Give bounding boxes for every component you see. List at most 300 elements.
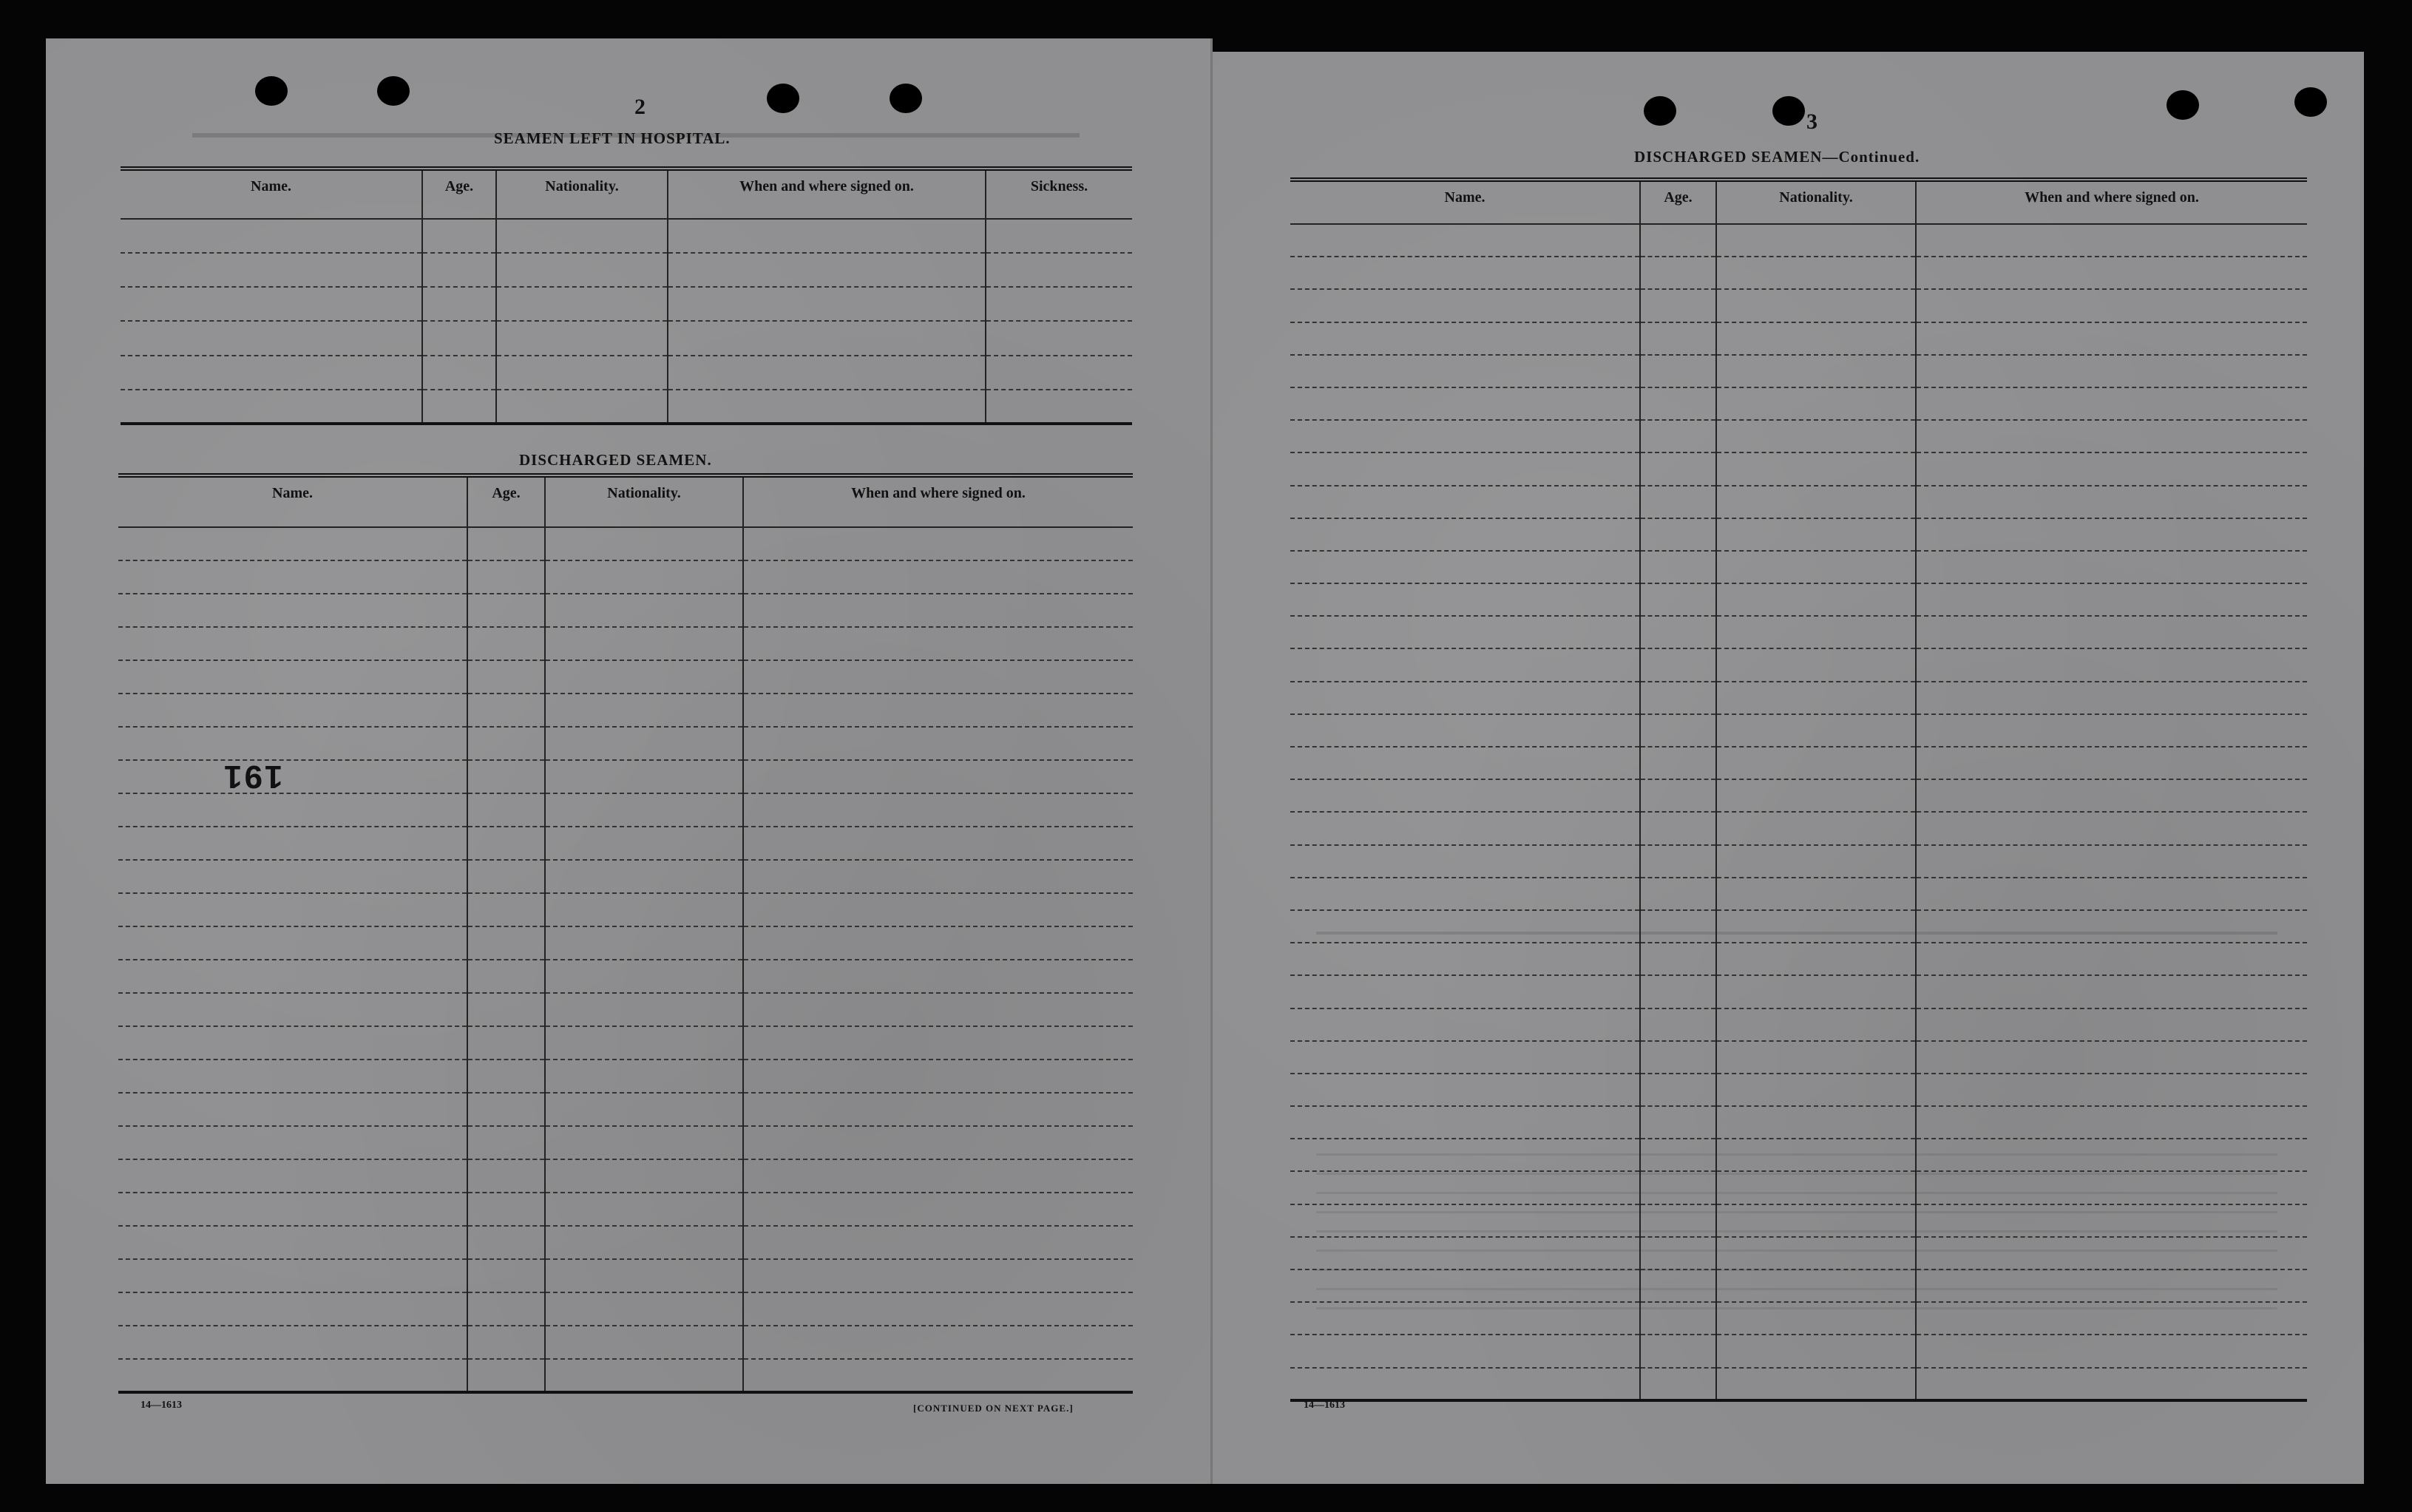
table-cell xyxy=(467,694,545,727)
column-header-age: Age. xyxy=(1640,180,1716,224)
table-row xyxy=(118,1292,1133,1326)
table-cell xyxy=(1716,583,1916,616)
table-cell xyxy=(467,1093,545,1126)
table-cell xyxy=(1640,355,1716,387)
table-cell xyxy=(1916,420,2307,452)
table-cell xyxy=(1716,845,1916,878)
table-cell xyxy=(1290,1302,1640,1335)
punch-hole xyxy=(2294,87,2327,117)
table-row xyxy=(1290,518,2307,551)
table-cell xyxy=(1640,224,1716,257)
table-cell xyxy=(743,960,1133,993)
table-cell xyxy=(1290,682,1640,714)
discharged-rows-left xyxy=(118,527,1133,1392)
punch-hole xyxy=(255,76,288,106)
table-cell xyxy=(986,287,1132,321)
table-row xyxy=(118,1359,1133,1392)
table-cell xyxy=(1916,486,2307,518)
table-cell xyxy=(121,219,422,253)
table-cell xyxy=(118,960,467,993)
table-cell xyxy=(545,594,743,627)
punch-hole xyxy=(890,84,922,113)
table-cell xyxy=(467,1259,545,1292)
table-cell xyxy=(1640,1139,1716,1171)
continued-note: [CONTINUED ON NEXT PAGE.] xyxy=(913,1403,1074,1414)
column-header-name: Name. xyxy=(1290,180,1640,224)
table-row xyxy=(118,860,1133,893)
table-cell xyxy=(545,560,743,594)
table-cell xyxy=(1290,1074,1640,1106)
table-row xyxy=(1290,486,2307,518)
table-cell xyxy=(743,1193,1133,1226)
table-cell xyxy=(743,1226,1133,1259)
table-cell xyxy=(1640,1204,1716,1237)
table-cell xyxy=(1916,518,2307,551)
page-number: 3 xyxy=(1806,109,1818,134)
table-row xyxy=(118,1259,1133,1292)
table-row xyxy=(121,253,1132,287)
table-cell xyxy=(1640,387,1716,420)
table-cell xyxy=(121,253,422,287)
table-cell xyxy=(986,253,1132,287)
table-cell xyxy=(118,1226,467,1259)
table-cell xyxy=(1290,551,1640,583)
table-cell xyxy=(545,827,743,860)
table-cell xyxy=(743,760,1133,793)
table-cell xyxy=(118,1159,467,1193)
table-cell xyxy=(1716,1302,1916,1335)
table-cell xyxy=(743,1359,1133,1392)
table-cell xyxy=(1716,387,1916,420)
table-row xyxy=(1290,1106,2307,1139)
table-row xyxy=(1290,1139,2307,1171)
table-cell xyxy=(121,321,422,355)
table-cell xyxy=(118,694,467,727)
table-row xyxy=(1290,616,2307,648)
hospital-rows xyxy=(121,219,1132,424)
table-cell xyxy=(986,219,1132,253)
table-cell xyxy=(545,694,743,727)
table-cell xyxy=(1290,1335,1640,1367)
table-cell xyxy=(1640,1368,1716,1400)
table-cell xyxy=(1290,812,1640,844)
table-cell xyxy=(668,219,986,253)
punch-hole xyxy=(1772,96,1805,126)
table-cell xyxy=(743,1259,1133,1292)
table-cell xyxy=(1290,355,1640,387)
table-cell xyxy=(545,627,743,660)
table-row xyxy=(118,560,1133,594)
table-row xyxy=(118,527,1133,560)
table-cell xyxy=(1716,452,1916,485)
discharged-rows-right xyxy=(1290,224,2307,1400)
table-cell xyxy=(1716,648,1916,681)
table-row xyxy=(1290,1074,2307,1106)
form-code: 14—1613 xyxy=(1304,1400,1345,1411)
table-cell xyxy=(118,1292,467,1326)
punch-hole xyxy=(767,84,799,113)
table-cell xyxy=(668,356,986,390)
table-cell xyxy=(1916,1139,2307,1171)
table-cell xyxy=(1916,289,2307,322)
table-row xyxy=(121,390,1132,424)
table-cell xyxy=(1716,910,1916,943)
table-cell xyxy=(1290,1008,1640,1041)
column-header-signed-on: When and where signed on. xyxy=(1916,180,2307,224)
table-cell xyxy=(1290,1106,1640,1139)
table-cell xyxy=(1640,779,1716,812)
table-row xyxy=(118,926,1133,960)
table-cell xyxy=(118,793,467,827)
table-row xyxy=(1290,648,2307,681)
table-cell xyxy=(1290,747,1640,779)
table-cell xyxy=(467,827,545,860)
table-cell xyxy=(496,390,668,424)
table-cell xyxy=(118,527,467,560)
table-cell xyxy=(467,1292,545,1326)
table-cell xyxy=(1716,1171,1916,1204)
table-cell xyxy=(118,594,467,627)
table-cell xyxy=(496,287,668,321)
table-cell xyxy=(1290,845,1640,878)
table-cell xyxy=(467,1159,545,1193)
table-cell xyxy=(743,627,1133,660)
table-cell xyxy=(467,993,545,1026)
table-cell xyxy=(1716,420,1916,452)
table-cell xyxy=(1716,714,1916,747)
table-row xyxy=(1290,224,2307,257)
hospital-table xyxy=(121,166,1132,425)
table-row xyxy=(121,356,1132,390)
table-cell xyxy=(467,527,545,560)
column-header-age: Age. xyxy=(422,169,496,219)
table-row xyxy=(1290,1269,2307,1302)
table-cell xyxy=(1640,420,1716,452)
table-row xyxy=(118,727,1133,760)
table-cell xyxy=(1640,878,1716,910)
table-cell xyxy=(545,1292,743,1326)
table-cell xyxy=(422,356,496,390)
discharged-table-left xyxy=(118,473,1133,1394)
table-cell xyxy=(1916,1204,2307,1237)
table-cell xyxy=(1916,910,2307,943)
table-cell xyxy=(1716,1237,1916,1269)
table-cell xyxy=(422,219,496,253)
table-cell xyxy=(422,287,496,321)
table-cell xyxy=(1916,747,2307,779)
table-cell xyxy=(467,1026,545,1060)
table-cell xyxy=(545,1259,743,1292)
table-cell xyxy=(1916,1237,2307,1269)
table-cell xyxy=(1716,682,1916,714)
table-cell xyxy=(467,1193,545,1226)
table-cell xyxy=(1640,616,1716,648)
table-cell xyxy=(496,321,668,355)
table-row xyxy=(121,287,1132,321)
table-row xyxy=(1290,322,2307,355)
table-cell xyxy=(1640,1302,1716,1335)
column-header-nationality: Nationality. xyxy=(1716,180,1916,224)
table-cell xyxy=(1290,1368,1640,1400)
table-cell xyxy=(1290,878,1640,910)
table-cell xyxy=(118,1259,467,1292)
table-cell xyxy=(1640,452,1716,485)
table-cell xyxy=(467,793,545,827)
table-cell xyxy=(668,321,986,355)
table-row xyxy=(1290,1171,2307,1204)
table-row xyxy=(118,694,1133,727)
table-cell xyxy=(467,560,545,594)
table-row xyxy=(1290,878,2307,910)
table-cell xyxy=(118,1093,467,1126)
table-cell xyxy=(743,827,1133,860)
table-row xyxy=(118,594,1133,627)
table-row xyxy=(1290,1237,2307,1269)
section-title-hospital: SEAMEN LEFT IN HOSPITAL. xyxy=(494,129,731,147)
table-cell xyxy=(1290,714,1640,747)
table-cell xyxy=(743,527,1133,560)
table-cell xyxy=(545,1359,743,1392)
table-row xyxy=(118,1126,1133,1159)
table-row xyxy=(118,627,1133,660)
table-cell xyxy=(743,1126,1133,1159)
table-cell xyxy=(1640,648,1716,681)
table-cell xyxy=(743,860,1133,893)
table-cell xyxy=(467,1326,545,1359)
table-row xyxy=(118,1159,1133,1193)
table-cell xyxy=(1640,1106,1716,1139)
table-row xyxy=(1290,682,2307,714)
table-cell xyxy=(1640,551,1716,583)
table-cell xyxy=(1640,975,1716,1008)
table-cell xyxy=(743,560,1133,594)
table-cell xyxy=(467,1060,545,1093)
table-row xyxy=(1290,289,2307,322)
table-cell xyxy=(1290,779,1640,812)
table-cell xyxy=(1716,1335,1916,1367)
table-cell xyxy=(1716,747,1916,779)
table-cell xyxy=(743,926,1133,960)
table-cell xyxy=(545,960,743,993)
discharged-table-right xyxy=(1290,177,2307,1402)
table-row xyxy=(1290,551,2307,583)
table-cell xyxy=(743,1060,1133,1093)
table-row xyxy=(1290,257,2307,289)
table-cell xyxy=(1290,648,1640,681)
table-cell xyxy=(422,321,496,355)
table-cell xyxy=(986,321,1132,355)
column-header-nationality: Nationality. xyxy=(545,475,743,527)
table-row xyxy=(118,993,1133,1026)
table-row xyxy=(1290,910,2307,943)
table-cell xyxy=(743,1292,1133,1326)
table-cell xyxy=(118,860,467,893)
table-cell xyxy=(1290,1237,1640,1269)
table-cell xyxy=(1640,812,1716,844)
table-row xyxy=(1290,779,2307,812)
table-cell xyxy=(1640,518,1716,551)
table-cell xyxy=(1716,1368,1916,1400)
table-cell xyxy=(467,627,545,660)
table-cell xyxy=(467,1359,545,1392)
table-cell xyxy=(1290,1171,1640,1204)
table-cell xyxy=(1640,583,1716,616)
table-cell xyxy=(1716,518,1916,551)
table-cell xyxy=(545,993,743,1026)
table-cell xyxy=(1640,257,1716,289)
table-cell xyxy=(118,893,467,926)
column-header-nationality: Nationality. xyxy=(496,169,668,219)
table-cell xyxy=(1640,1074,1716,1106)
table-cell xyxy=(1916,1041,2307,1074)
table-cell xyxy=(545,1159,743,1193)
punch-hole xyxy=(1644,96,1676,126)
table-cell xyxy=(545,660,743,694)
table-row xyxy=(121,321,1132,355)
column-header-signed-on: When and where signed on. xyxy=(743,475,1133,527)
table-cell xyxy=(1716,257,1916,289)
table-cell xyxy=(545,1326,743,1359)
table-cell xyxy=(1640,289,1716,322)
table-row xyxy=(121,219,1132,253)
table-cell xyxy=(118,760,467,793)
table-cell xyxy=(118,627,467,660)
table-cell xyxy=(1290,1204,1640,1237)
table-cell xyxy=(1290,518,1640,551)
table-row xyxy=(1290,845,2307,878)
table-cell xyxy=(668,390,986,424)
table-row xyxy=(1290,975,2307,1008)
table-cell xyxy=(545,926,743,960)
table-cell xyxy=(1290,975,1640,1008)
table-cell xyxy=(1716,224,1916,257)
form-code: 14—1613 xyxy=(140,1400,182,1411)
table-row xyxy=(118,1093,1133,1126)
table-cell xyxy=(1916,224,2307,257)
table-cell xyxy=(1916,682,2307,714)
table-cell xyxy=(1916,779,2307,812)
page-number: 2 xyxy=(634,95,646,119)
table-row xyxy=(118,660,1133,694)
table-row xyxy=(1290,714,2307,747)
table-cell xyxy=(743,694,1133,727)
table-cell xyxy=(1916,1302,2307,1335)
table-cell xyxy=(743,1326,1133,1359)
table-row xyxy=(118,1060,1133,1093)
table-row xyxy=(1290,1041,2307,1074)
table-row xyxy=(118,1193,1133,1226)
table-cell xyxy=(1716,1269,1916,1302)
table-cell xyxy=(545,527,743,560)
table-cell xyxy=(545,1093,743,1126)
table-cell xyxy=(743,727,1133,760)
table-cell xyxy=(1640,682,1716,714)
table-cell xyxy=(545,1226,743,1259)
table-cell xyxy=(545,1026,743,1060)
table-cell xyxy=(467,926,545,960)
table-row xyxy=(1290,943,2307,975)
table-cell xyxy=(1290,1041,1640,1074)
table-cell xyxy=(1640,1335,1716,1367)
table-cell xyxy=(1716,1041,1916,1074)
table-cell xyxy=(1716,1008,1916,1041)
section-title-discharged-continued: DISCHARGED SEAMEN—Continued. xyxy=(1634,148,1920,166)
table-cell xyxy=(1916,355,2307,387)
table-cell xyxy=(467,1226,545,1259)
table-cell xyxy=(467,1126,545,1159)
table-cell xyxy=(496,253,668,287)
table-cell xyxy=(986,356,1132,390)
table-cell xyxy=(1716,812,1916,844)
punch-hole xyxy=(377,76,410,106)
table-cell xyxy=(545,1126,743,1159)
table-row xyxy=(1290,1008,2307,1041)
section-title-discharged: DISCHARGED SEAMEN. xyxy=(519,451,712,469)
table-cell xyxy=(1290,583,1640,616)
table-cell xyxy=(1716,1074,1916,1106)
table-cell xyxy=(1640,943,1716,975)
table-cell xyxy=(1916,322,2307,355)
table-cell xyxy=(1290,486,1640,518)
table-row xyxy=(1290,355,2307,387)
table-cell xyxy=(496,356,668,390)
table-cell xyxy=(1916,845,2307,878)
table-cell xyxy=(1640,322,1716,355)
table-cell xyxy=(118,727,467,760)
table-cell xyxy=(1640,1171,1716,1204)
table-cell xyxy=(1716,289,1916,322)
table-cell xyxy=(118,926,467,960)
table-cell xyxy=(743,1159,1133,1193)
table-cell xyxy=(1916,943,2307,975)
table-cell xyxy=(118,1026,467,1060)
table-cell xyxy=(1290,943,1640,975)
table-cell xyxy=(668,287,986,321)
table-cell xyxy=(467,760,545,793)
table-cell xyxy=(1640,1008,1716,1041)
table-cell xyxy=(545,1193,743,1226)
table-cell xyxy=(1640,1041,1716,1074)
table-row xyxy=(1290,452,2307,485)
table-cell xyxy=(743,594,1133,627)
table-cell xyxy=(1916,1008,2307,1041)
column-header-name: Name. xyxy=(121,169,422,219)
table-row xyxy=(118,893,1133,926)
table-cell xyxy=(118,560,467,594)
table-cell xyxy=(121,390,422,424)
table-cell xyxy=(1716,355,1916,387)
column-header-age: Age. xyxy=(467,475,545,527)
table-cell xyxy=(1716,1139,1916,1171)
table-cell xyxy=(118,993,467,1026)
table-cell xyxy=(545,860,743,893)
table-cell xyxy=(1916,812,2307,844)
table-cell xyxy=(1916,1106,2307,1139)
table-cell xyxy=(1716,1204,1916,1237)
table-row xyxy=(1290,747,2307,779)
table-cell xyxy=(545,760,743,793)
table-cell xyxy=(668,253,986,287)
page-fold xyxy=(1210,38,1213,1484)
table-cell xyxy=(1290,1139,1640,1171)
table-cell xyxy=(118,1359,467,1392)
table-cell xyxy=(118,1126,467,1159)
table-cell xyxy=(743,993,1133,1026)
table-cell xyxy=(743,660,1133,694)
table-cell xyxy=(118,1060,467,1093)
table-cell xyxy=(1640,486,1716,518)
table-row xyxy=(118,1026,1133,1060)
